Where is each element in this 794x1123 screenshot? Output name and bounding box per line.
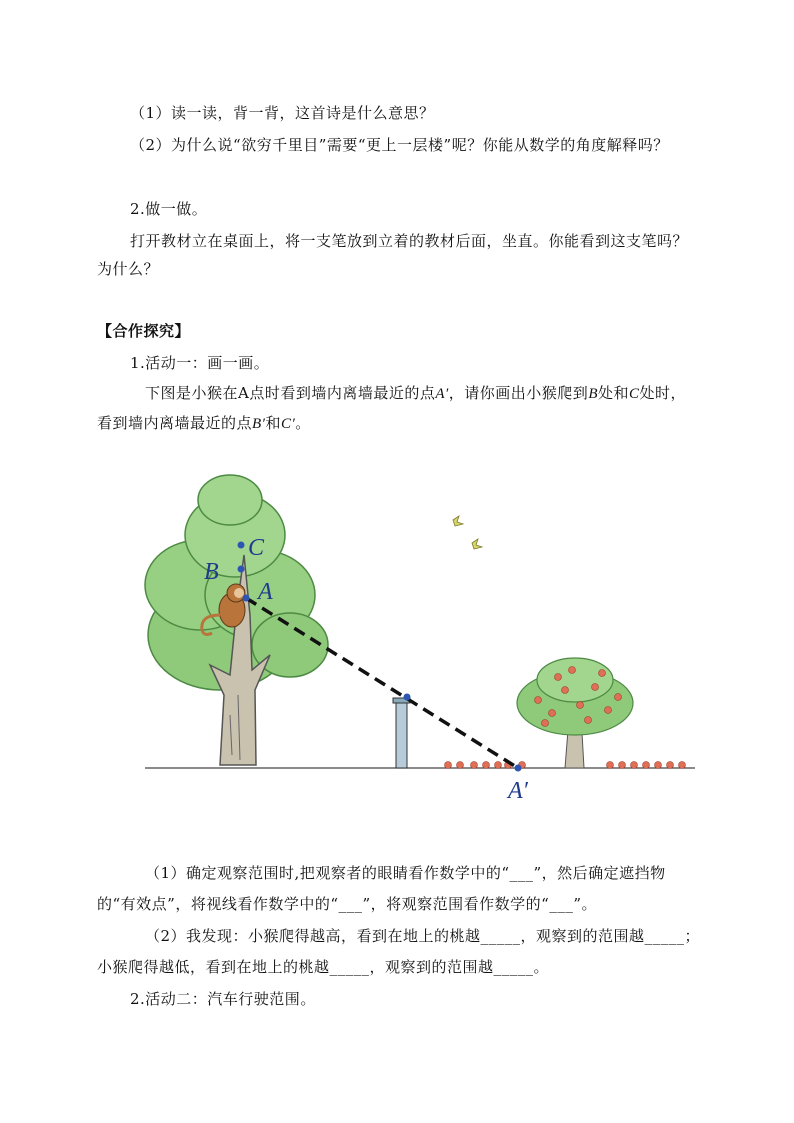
point-b [238, 566, 245, 573]
point-a-prime [515, 765, 522, 772]
question-2: （2）为什么说“欲穷千里目”需要“更上一层楼”呢？你能从数学的角度解释吗？ [130, 136, 669, 154]
section-title: 【合作探究】 [97, 322, 191, 340]
item-2-text-continued: 为什么？ [97, 260, 160, 278]
label-a-prime: A′ [508, 778, 528, 804]
activity-1-description: 下图是小猴在A点时看到墙内离墙最近的点A′，请你画出小猴爬到B处和C处时， [145, 384, 687, 402]
wall [393, 698, 410, 768]
sight-line [246, 598, 518, 768]
paragraph-2-continued: 小猴爬得越低，看到在地上的桃越_____，观察到的范围越_____。 [97, 958, 550, 976]
activity-1-title: 1.活动一：画一画。 [130, 354, 270, 372]
item-2-text: 打开教材立在桌面上，将一支笔放到立着的教材后面，坐直。你能看到这支笔吗？ [130, 232, 689, 250]
paragraph-2: （2）我发现：小猴爬得越高，看到在地上的桃越_____，观察到的范围越_____； [145, 927, 701, 945]
point-label: C [629, 386, 640, 402]
label-c: C [248, 535, 265, 561]
point-label: B [588, 386, 598, 402]
point-label: C′ [280, 416, 296, 432]
paragraph-1-continued: 的“有效点”，将视线看作数学中的“___”，将观察范围看作数学的“___”。 [97, 895, 598, 913]
point-label: B′ [252, 416, 266, 432]
item-2-title: 2.做一做。 [130, 200, 208, 218]
wall-top-point [404, 694, 411, 701]
point-label: A′ [435, 386, 449, 402]
point-a [243, 595, 250, 602]
fruit-tree [517, 658, 633, 768]
label-a: A [258, 579, 273, 605]
label-b: B [204, 559, 219, 585]
point-c [238, 542, 245, 549]
question-1: （1）读一读，背一背，这首诗是什么意思？ [130, 104, 435, 122]
activity-1-description-continued: 看到墙内离墙最近的点B′和C′。 [97, 414, 311, 432]
activity-2-title: 2.活动二：汽车行驶范围。 [130, 990, 316, 1008]
bird-icon [453, 516, 482, 549]
paragraph-1: （1）确定观察范围时,把观察者的眼睛看作数学中的“___”，然后确定遮挡物 [145, 864, 666, 882]
monkey-tree-figure [140, 465, 700, 810]
